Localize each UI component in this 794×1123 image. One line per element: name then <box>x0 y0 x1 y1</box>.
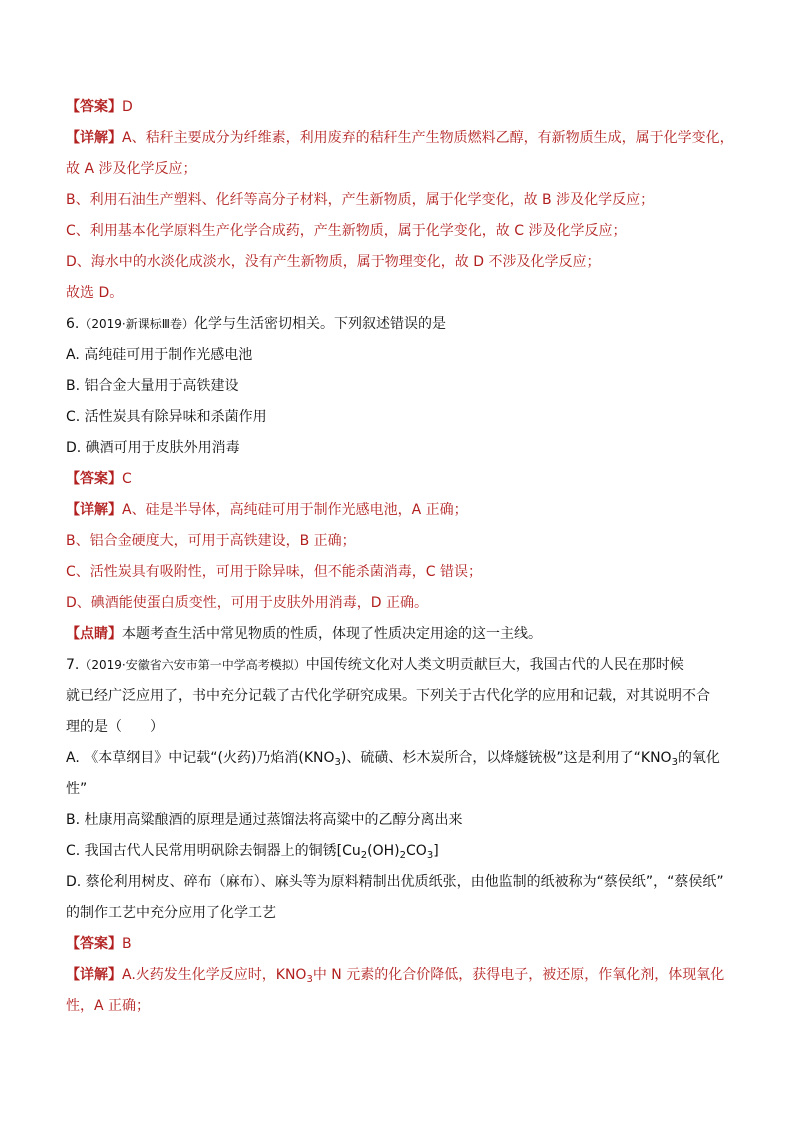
line-text: A. 高纯硅可用于制作光感电池 <box>66 347 253 363</box>
explanation-text: B、利用石油生产塑料、化纤等高分子材料，产生新物质，属于化学变化，故 B 涉及化学反应； <box>66 192 655 208</box>
text-run: ] <box>433 843 439 859</box>
note-tag: 【点睛】 <box>66 626 122 642</box>
explanation-tag: 【详解】 <box>66 130 122 146</box>
text-line <box>66 805 730 836</box>
text-run: A. 《本草纲目》中记载“(火药)乃焰消(KNO <box>66 750 335 766</box>
document-page <box>66 92 734 1022</box>
text-line <box>66 402 730 433</box>
explanation-line <box>66 960 730 991</box>
explanation-line <box>66 216 730 247</box>
line-text: 性” <box>66 781 88 797</box>
text-run: CO <box>406 843 427 859</box>
question-text: 中国传统文化对人类文明贡献巨大，我国古代的人民在那时候 <box>305 657 684 673</box>
answer-line <box>66 92 730 123</box>
text-line <box>66 743 730 774</box>
question-number: 7. <box>66 657 80 673</box>
explanation-line <box>66 526 730 557</box>
explanation-text: D、碘酒能使蛋白质变性，可用于皮肤外用消毒，D 正确。 <box>66 595 429 611</box>
line-text: 理的是（ ） <box>66 719 164 735</box>
explanation-text: B、铝合金硬度大，可用于高铁建设，B 正确； <box>66 533 356 549</box>
text-line <box>66 774 730 805</box>
subscript: 3 <box>426 850 434 861</box>
answer-tag: 【答案】 <box>66 471 122 487</box>
text-line <box>66 371 730 402</box>
question-number: 6. <box>66 316 80 332</box>
text-line <box>66 898 730 929</box>
answer-value: B <box>122 936 132 952</box>
question-source: （2019·安徽省六安市第一中学高考模拟） <box>79 658 306 672</box>
explanation-text: A、硅是半导体，高纯硅可用于制作光感电池，A 正确； <box>122 502 468 518</box>
explanation-text: 故选 D。 <box>66 285 124 301</box>
explanation-text: 故 A 涉及化学反应； <box>66 161 197 177</box>
subscript: 3 <box>306 974 313 985</box>
line-text: B. 杜康用高粱酿酒的原理是通过蒸馏法将高粱中的乙醇分离出来 <box>66 812 463 828</box>
text-line <box>66 681 730 712</box>
answer-value: C <box>122 471 132 487</box>
answer-tag: 【答案】 <box>66 99 122 115</box>
line-text: 就已经广泛应用了，书中充分记载了古代化学研究成果。下列关于古代化学的应用和记载，对其说明不合 <box>66 688 710 704</box>
text-run: 中 N 元素的化合价降低，获得电子，被还原，作氧化剂，体现氧化 <box>312 967 725 983</box>
subscript: 3 <box>671 757 678 768</box>
explanation-text: C、利用基本化学原料生产化学合成药，产生新物质，属于化学变化，故 C 涉及化学反应； <box>66 223 627 239</box>
explanation-line <box>66 495 730 526</box>
question-source: （2019·新课标Ⅲ卷） <box>79 317 194 331</box>
explanation-line <box>66 588 730 619</box>
answer-value: D <box>122 99 133 115</box>
note-text: 本题考查生活中常见物质的性质，体现了性质决定用途的这一主线。 <box>122 626 542 642</box>
line-text: C. 活性炭具有除异味和杀菌作用 <box>66 409 267 425</box>
explanation-line <box>66 278 730 309</box>
text-run: A.火药发生化学反应时，KNO <box>122 967 307 983</box>
explanation-line <box>66 123 734 154</box>
line-text: D. 碘酒可用于皮肤外用消毒 <box>66 440 240 456</box>
text-line <box>66 836 730 867</box>
text-line <box>66 433 730 464</box>
explanation-line <box>66 154 730 185</box>
text-run: C. 我国古代人民常用明矾除去铜器上的铜锈[Cu <box>66 843 361 859</box>
line-text: 的制作工艺中充分应用了化学工艺 <box>66 905 276 921</box>
explanation-line <box>66 557 730 588</box>
explanation-text: 性，A 正确； <box>66 998 151 1014</box>
answer-line <box>66 464 730 495</box>
text-run: (OH) <box>367 843 400 859</box>
explanation-text: D、海水中的水淡化成淡水，没有产生新物质，属于物理变化，故 D 不涉及化学反应； <box>66 254 601 270</box>
subscript: 2 <box>399 850 407 861</box>
answer-line <box>66 929 730 960</box>
text-line <box>66 867 730 898</box>
explanation-tag: 【详解】 <box>66 967 122 983</box>
question-line <box>66 309 730 340</box>
explanation-line <box>66 991 730 1022</box>
explanation-text: A、秸秆主要成分为纤维素，利用废弃的秸秆生产生物质燃料乙醇，有新物质生成，属于化学变化， <box>122 130 734 146</box>
subscript: 2 <box>360 850 368 861</box>
question-line <box>66 650 730 681</box>
text-line <box>66 712 730 743</box>
text-run: )、硫磺、杉木炭所合，以烽燧铳极”这是利用了“KNO <box>340 750 672 766</box>
line-text: B. 铝合金大量用于高铁建设 <box>66 378 239 394</box>
explanation-tag: 【详解】 <box>66 502 122 518</box>
explanation-line <box>66 185 730 216</box>
question-text: 化学与生活密切相关。下列叙述错误的是 <box>194 316 446 332</box>
explanation-line <box>66 247 730 278</box>
answer-tag: 【答案】 <box>66 936 122 952</box>
text-run: 的氧化 <box>677 750 720 766</box>
explanation-text: C、活性炭具有吸附性，可用于除异味，但不能杀菌消毒，C 错误； <box>66 564 482 580</box>
subscript: 3 <box>334 757 341 768</box>
line-text: D. 蔡伦利用树皮、碎布（麻布）、麻头等为原料精制出优质纸张，由他监制的纸被称为“蔡侯纸”，“蔡侯纸” <box>66 874 724 890</box>
note-line <box>66 619 730 650</box>
text-line <box>66 340 730 371</box>
